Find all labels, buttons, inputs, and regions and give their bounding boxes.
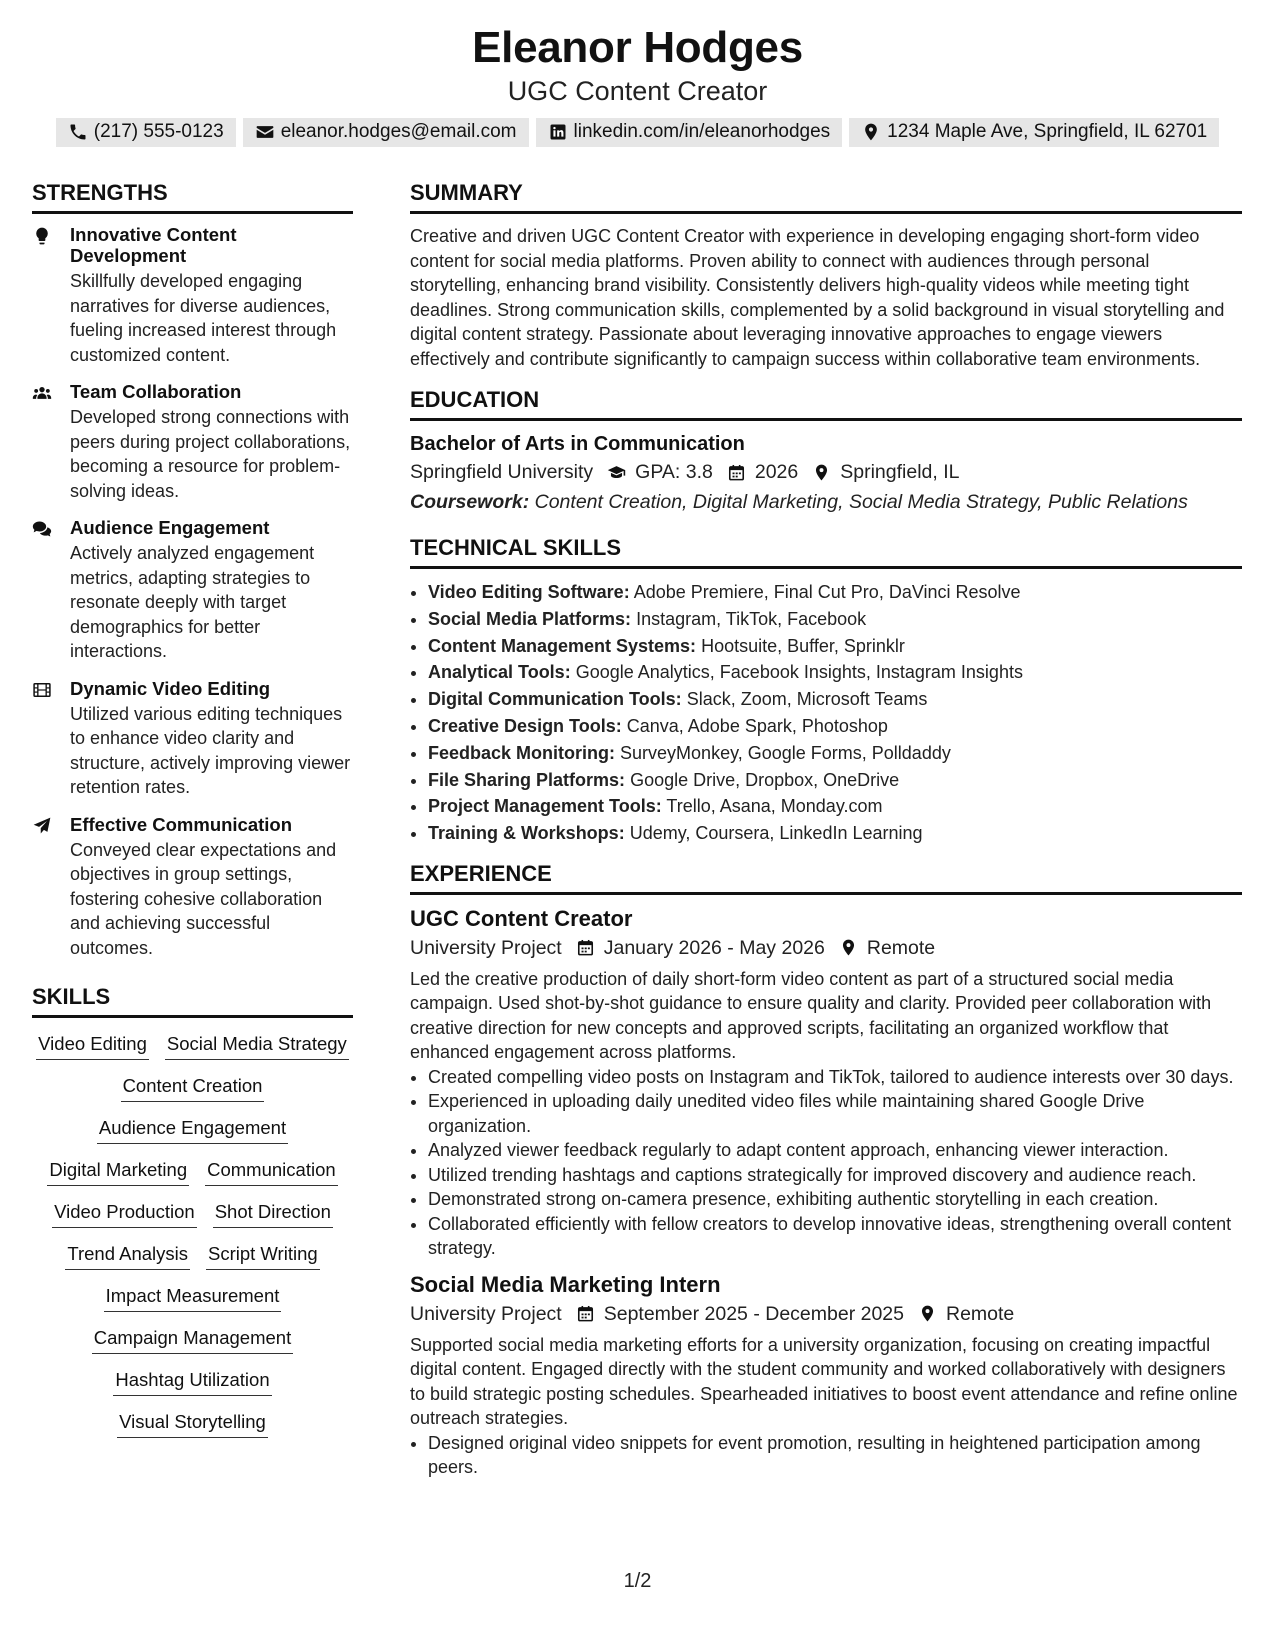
education-meta — [410, 457, 1242, 487]
strength-desc: Actively analyzed engagement metrics, adapting strategies to resonate deeply with target demographics for better interactions. — [70, 543, 315, 661]
linkedin-icon — [548, 122, 568, 142]
list-item — [428, 579, 1242, 606]
list-item — [428, 793, 1242, 820]
list-item: • Analyzed viewer feedback regularly to adapt content approach, enhancing viewer interaction. — [428, 1138, 1242, 1163]
job-entry — [410, 905, 1242, 1261]
tech-skill-label: Creative Design Tools: — [428, 715, 622, 736]
summary-heading: SUMMARY — [410, 180, 1242, 214]
skill-tag: Content Creation — [121, 1074, 265, 1102]
strength-item — [32, 381, 353, 503]
list-item: • Experienced in uploading daily unedited video files while maintaining shared Google Drive organization. — [428, 1089, 1242, 1138]
list-item — [428, 659, 1242, 686]
job-summary: Supported social media marketing efforts for a university organization, focusing on creating impactful digital content. Engaged directly with the student community and worked collaboratively with designers to build strategic posting schedules. Spearheaded initiatives to boost event attendance and refine online outreach strategies. — [410, 1334, 1238, 1429]
strength-title: Effective Communication — [70, 813, 293, 835]
strength-title: Innovative Content Development — [70, 224, 237, 266]
coursework-list: Content Creation, Digital Marketing, Social Media Strategy, Public Relations — [534, 491, 1188, 513]
list-item: • Utilized trending hashtags and captions strategically for improved discovery and audience reach. — [428, 1163, 1242, 1188]
contact-address[interactable] — [849, 118, 1219, 147]
tech-skill-label: Analytical Tools: — [428, 662, 571, 683]
page-number: 1/2 — [623, 1570, 652, 1592]
strength-item — [32, 224, 353, 367]
tech-skill-label: Social Media Platforms: — [428, 608, 632, 629]
comments-icon — [32, 519, 52, 539]
skill-tag: Hashtag Utilization — [113, 1368, 271, 1396]
skill-tag: Impact Measurement — [104, 1284, 282, 1312]
degree-title: Bachelor of Arts in Communication — [410, 433, 745, 455]
list-item — [428, 606, 1242, 633]
job-summary: Led the creative production of daily short-form video content as part of a structured social media campaign. Used shot-by-shot guidance to ensure quality and clarity. Provided peer collaboration with creative direction for new concepts and approved scripts, facilitating an organized workflow that enhanced engagement across platforms. — [410, 968, 1212, 1063]
job-title: Social Media Marketing Intern — [410, 1271, 721, 1297]
strength-title: Dynamic Video Editing — [70, 677, 271, 699]
tech-skill-value: Adobe Premiere, Final Cut Pro, DaVinci Resolve — [633, 582, 1021, 602]
school-name: Springfield University — [410, 461, 594, 483]
skills-list — [32, 1028, 353, 1438]
tech-skill-value: Google Analytics, Facebook Insights, Instagram Insights — [575, 662, 1023, 683]
job-org: University Project — [410, 1302, 562, 1325]
skill-tag: Digital Marketing — [47, 1158, 189, 1186]
calendar-icon — [727, 463, 746, 482]
list-item — [428, 740, 1242, 767]
candidate-name: Eleanor Hodges — [472, 23, 803, 72]
address-text: 1234 Maple Ave, Springfield, IL 62701 — [887, 121, 1208, 142]
job-bullets — [410, 1065, 1242, 1261]
tech-skill-label: Content Management Systems: — [428, 635, 697, 656]
strength-item — [32, 678, 353, 800]
users-icon — [32, 383, 52, 403]
list-item — [428, 767, 1242, 794]
tech-skill-label: Video Editing Software: — [428, 582, 630, 602]
list-item: • Created compelling video posts on Instagram and TikTok, tailored to audience interests over 30 days. — [428, 1065, 1242, 1090]
tech-skill-value: Udemy, Coursera, LinkedIn Learning — [629, 823, 923, 844]
job-meta — [410, 933, 1242, 963]
school-location: Springfield, IL — [840, 461, 960, 483]
skill-tag: Communication — [205, 1158, 338, 1186]
job-title: UGC Content Creator — [410, 905, 633, 931]
list-item: • Demonstrated strong on-camera presence, exhibiting authentic storytelling in each creation. — [428, 1187, 1242, 1212]
strength-desc: Developed strong connections with peers during project collaborations, becoming a resource for problem-solving ideas. — [70, 407, 351, 501]
gpa-text: GPA: 3.8 — [635, 461, 713, 483]
map-marker-icon — [918, 1304, 937, 1323]
tech-skill-value: Trello, Asana, Monday.com — [666, 796, 883, 817]
job-location: Remote — [945, 1302, 1015, 1325]
contact-bar — [0, 118, 1275, 147]
skill-tag: Script Writing — [206, 1242, 320, 1270]
job-org: University Project — [410, 936, 562, 959]
skill-tag: Visual Storytelling — [117, 1410, 268, 1438]
experience-heading: EXPERIENCE — [410, 861, 1242, 895]
strength-item — [32, 814, 353, 961]
list-item: • Collaborated efficiently with fellow creators to develop innovative ideas, strengthening overall content strategy. — [428, 1212, 1242, 1261]
coursework — [410, 487, 1242, 517]
skill-tag: Video Editing — [36, 1032, 149, 1060]
tech-skill-label: Training & Workshops: — [428, 823, 625, 844]
skill-tag: Audience Engagement — [97, 1116, 288, 1144]
job-entry — [410, 1271, 1242, 1480]
contact-email[interactable] — [243, 118, 529, 147]
graduation-year: 2026 — [754, 461, 799, 483]
strength-desc: Conveyed clear expectations and objectives in group settings, fostering cohesive collaboration and achieving successful outcomes. — [70, 839, 337, 958]
summary-text: Creative and driven UGC Content Creator with experience in developing engaging short-form video content for social media platforms. Proven ability to connect with audiences through personal storytelling, enhancing brand visibility. Consistently delivers high-quality videos while meeting tight deadlines. Strong communication skills, complemented by a solid background in visual storytelling and digital content strategy. Passionate about leveraging innovative approaches to engage viewers effectively and contribute significantly to campaign success within collaborative team environments. — [410, 226, 1225, 369]
skill-tag: Trend Analysis — [65, 1242, 190, 1270]
list-item — [428, 820, 1242, 847]
tech-skill-value: Canva, Adobe Spark, Photoshop — [626, 715, 888, 736]
lightbulb-icon — [32, 226, 52, 246]
tech-skill-value: Slack, Zoom, Microsoft Teams — [686, 689, 928, 710]
strength-title: Team Collaboration — [70, 381, 242, 402]
job-dates: September 2025 - December 2025 — [603, 1302, 904, 1325]
tech-skill-label: Project Management Tools: — [428, 796, 662, 817]
strength-item — [32, 517, 353, 664]
job-meta — [410, 1299, 1242, 1329]
film-icon — [32, 680, 52, 700]
list-item — [428, 633, 1242, 660]
resume-header — [0, 0, 1275, 147]
email-text: eleanor.hodges@email.com — [280, 121, 517, 142]
tech-skill-value: Google Drive, Dropbox, OneDrive — [630, 769, 900, 790]
list-item: • Designed original video snippets for event promotion, resulting in heightened participation among peers. — [428, 1431, 1242, 1480]
paper-plane-icon — [32, 816, 52, 836]
technical-skills-heading: TECHNICAL SKILLS — [410, 535, 1242, 569]
phone-text: (217) 555-0123 — [93, 121, 224, 142]
strength-desc: Skillfully developed engaging narratives for diverse audiences, fueling increased interest through customized content. — [70, 271, 337, 365]
tech-skill-label: Feedback Monitoring: — [428, 742, 616, 763]
skills-heading: SKILLS — [32, 984, 353, 1018]
tech-skill-label: File Sharing Platforms: — [428, 769, 626, 790]
envelope-icon — [255, 122, 275, 142]
strengths-heading: STRENGTHS — [32, 180, 353, 214]
tech-skill-value: SurveyMonkey, Google Forms, Polldaddy — [620, 742, 951, 763]
strength-title: Audience Engagement — [70, 517, 270, 538]
skill-tag: Video Production — [52, 1200, 197, 1228]
technical-skills-list — [410, 579, 1242, 847]
job-location: Remote — [866, 936, 936, 959]
education-heading: EDUCATION — [410, 387, 1242, 421]
job-dates: January 2026 - May 2026 — [603, 936, 825, 959]
strength-desc: Utilized various editing techniques to enhance video clarity and structure, actively improving viewer retention rates. — [70, 703, 351, 797]
coursework-label: Coursework: — [410, 491, 530, 513]
calendar-icon — [576, 938, 595, 957]
left-column — [32, 180, 353, 1438]
contact-phone[interactable] — [56, 118, 236, 147]
skill-tag: Campaign Management — [92, 1326, 293, 1354]
map-marker-icon — [861, 122, 881, 142]
skill-tag: Social Media Strategy — [165, 1032, 349, 1060]
linkedin-text: linkedin.com/in/eleanorhodges — [573, 121, 831, 142]
calendar-icon — [576, 1304, 595, 1323]
map-marker-icon — [839, 938, 858, 957]
tech-skill-value: Instagram, TikTok, Facebook — [636, 608, 867, 629]
list-item — [428, 713, 1242, 740]
list-item — [428, 686, 1242, 713]
graduation-cap-icon — [607, 463, 626, 482]
tech-skill-value: Hootsuite, Buffer, Sprinklr — [701, 635, 905, 656]
right-column — [410, 180, 1242, 1480]
job-bullets — [410, 1431, 1242, 1480]
tech-skill-label: Digital Communication Tools: — [428, 689, 682, 710]
map-marker-icon — [812, 463, 831, 482]
phone-icon — [68, 122, 88, 142]
skill-tag: Shot Direction — [213, 1200, 333, 1228]
contact-linkedin[interactable] — [536, 118, 843, 147]
candidate-role: UGC Content Creator — [507, 76, 768, 106]
